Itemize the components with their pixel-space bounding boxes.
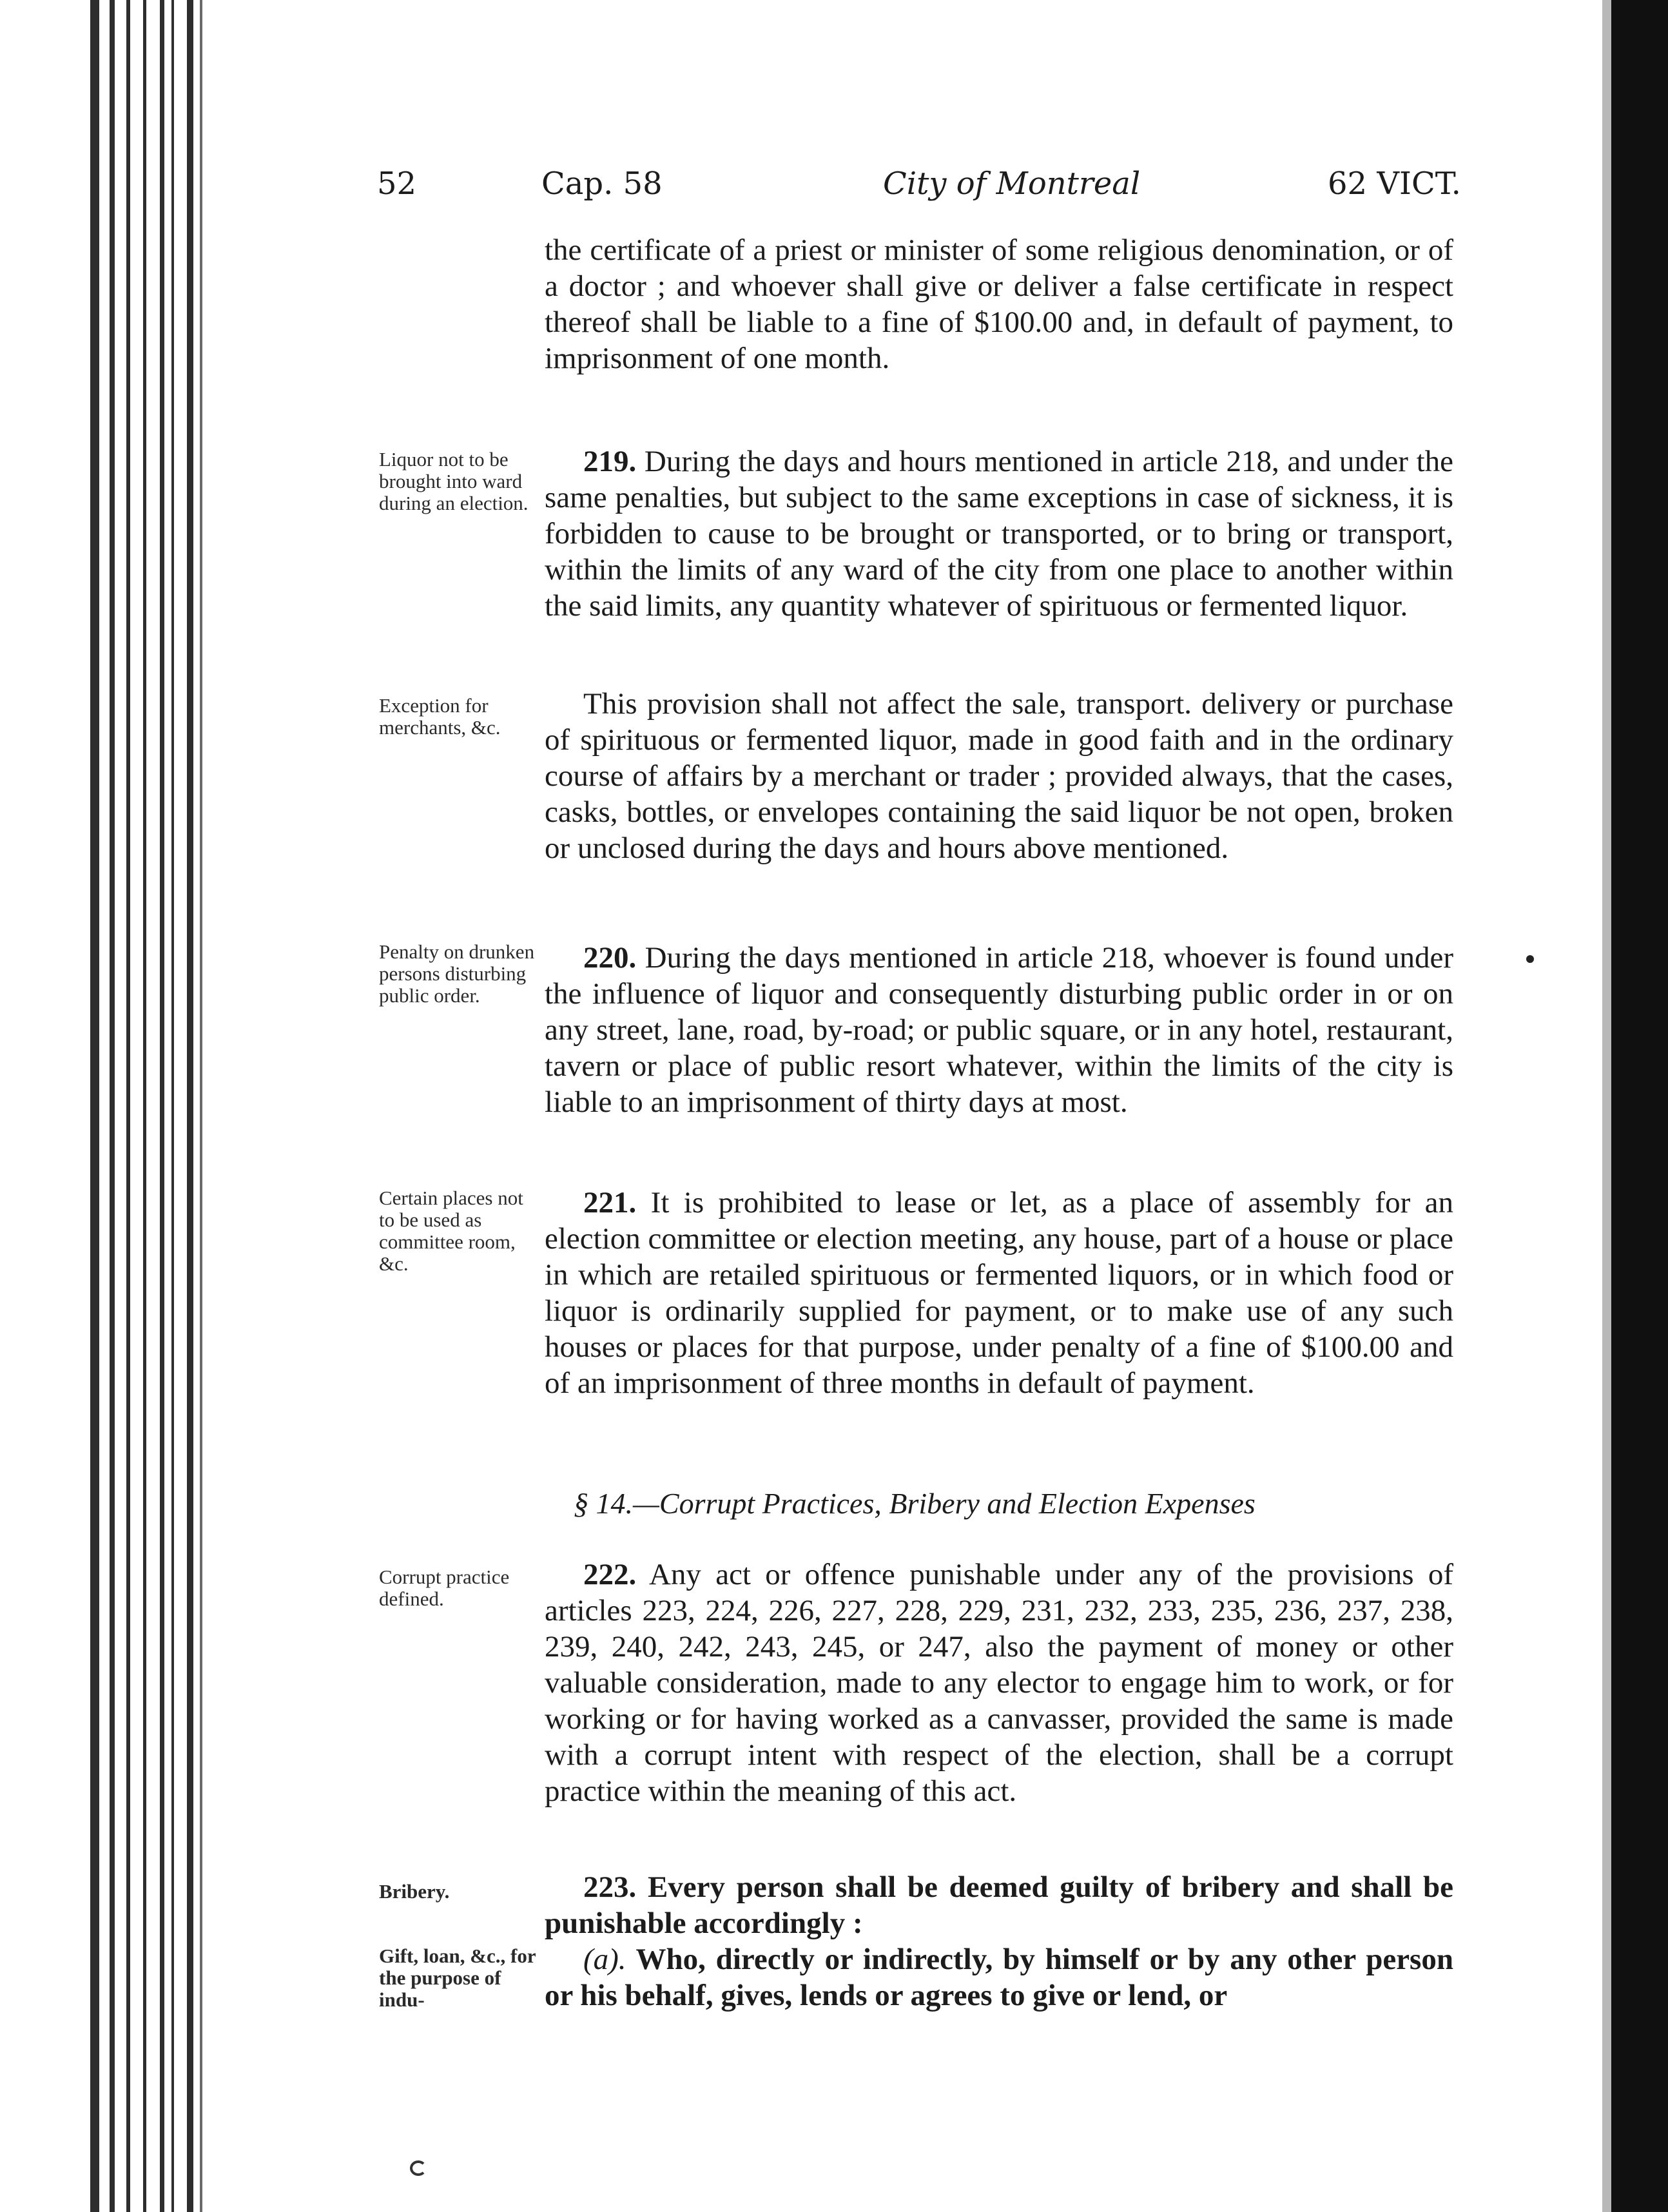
ink-speck — [1526, 955, 1534, 963]
paragraph-text: the certificate of a priest or minister of some religious denomination, or of a doctor ; and whoever shall give or deliver a false certificate in respect thereof shall be liable to a fine of $100.00 and, in default of payment, to imprisonment of one month. — [545, 233, 1453, 375]
article-text: It is prohibited to lease or let, as a place of assembly for an election committee or election meeting, any house, part of a house or place in which are retailed spirituous or fermented liquors, or in which food or liquor is ordinarily supplied for payment, or to make use of any such houses or places for that purpose, under penalty of a fine of $100.00 and of an imprisonment of three months in default of payment. — [545, 1186, 1454, 1400]
clause-text: Who, directly or indirectly, by himself or by any other person or his behalf, gives, lends or agrees to give or lend, or — [545, 1943, 1453, 2012]
margin-note-corrupt-practice: Corrupt practice defined. — [379, 1566, 510, 1610]
margin-note-liquor-not-brought: Liquor not to be brought into ward during an election. — [379, 448, 529, 514]
article-number: 221. — [583, 1186, 637, 1219]
article-219 — [545, 443, 1453, 624]
page-number: 52 — [377, 166, 417, 202]
article-221 — [545, 1185, 1453, 1401]
article-text: Every person shall be deemed guilty of bribery and shall be punishable accordingly : — [545, 1870, 1453, 1940]
article-text: During the days and hours mentioned in article 218, and under the same penalties, but subject to the same exceptions in case of sickness, it is forbidden to cause to be brought or transported, or to bring or transport, within the limits of any ward of the city from one place to another within the said limits, any quantity whatever of spirituous or fermented liquor. — [545, 445, 1453, 623]
margin-note-bribery: Bribery. — [379, 1880, 450, 1903]
article-223 — [545, 1869, 1453, 1941]
margin-note-gift-loan: Gift, loan, &c., for the purpose of indu- — [379, 1945, 536, 2011]
article-222 — [545, 1557, 1453, 1809]
margin-note-certain-places: Certain places not to be used as committee room, &c. — [379, 1187, 523, 1275]
article-text: During the days mentioned in article 218, whoever is found under the influence of liquor and consequently disturbing public order in or on any street, lane, road, by-road; or public square, or in any hotel, restaurant, tavern or place of public resort whatever, within the limits of the city is liable to an imprisonment of thirty days at most. — [545, 941, 1453, 1119]
paragraph-continuation — [545, 232, 1453, 376]
margin-note-exception-merchants: Exception for merchants, &c. — [379, 694, 501, 739]
article-number: 223. — [583, 1870, 637, 1904]
article-text: Any act or offence punishable under any of the provisions of articles 223, 224, 226, 227, 228, 229, 231, 232, 233, 235, 236, 237, 238, 239, 240, 242, 243, 245, or 247, also the payment of money or other valuable consideration, made to any elector to engage him to work, or for working or for having worked as a canvasser, provided the same is made with a corrupt intent with respect of the election, shall be a corrupt practice within the meaning of this act. — [545, 1558, 1453, 1808]
article-219-exception — [545, 686, 1453, 866]
article-223-a — [545, 1941, 1453, 2013]
article-number: 222. — [583, 1558, 637, 1591]
article-number: 219. — [583, 445, 637, 478]
running-title: City of Montreal — [883, 166, 1141, 202]
ink-mark — [410, 2160, 427, 2176]
margin-note-penalty-drunken: Penalty on drunken persons disturbing public order. — [379, 940, 535, 1007]
clause-label: (a). — [583, 1943, 626, 1976]
article-220 — [545, 940, 1453, 1120]
section-heading: § 14.—Corrupt Practices, Bribery and Election Expenses — [574, 1487, 1256, 1520]
paragraph-text: This provision shall not affect the sale, transport. delivery or purchase of spirituous or fermented liquor, made in good faith and in the ordinary course of affairs by a merchant or trader ; provided always, that the cases, casks, bottles, or envelopes containing the said liquor be not open, broken or unclosed during the days and hours above mentioned. — [545, 687, 1453, 865]
article-number: 220. — [583, 941, 637, 975]
regnal-year: 62 VICT. — [1328, 166, 1461, 202]
chapter-label: Cap. 58 — [541, 166, 663, 202]
